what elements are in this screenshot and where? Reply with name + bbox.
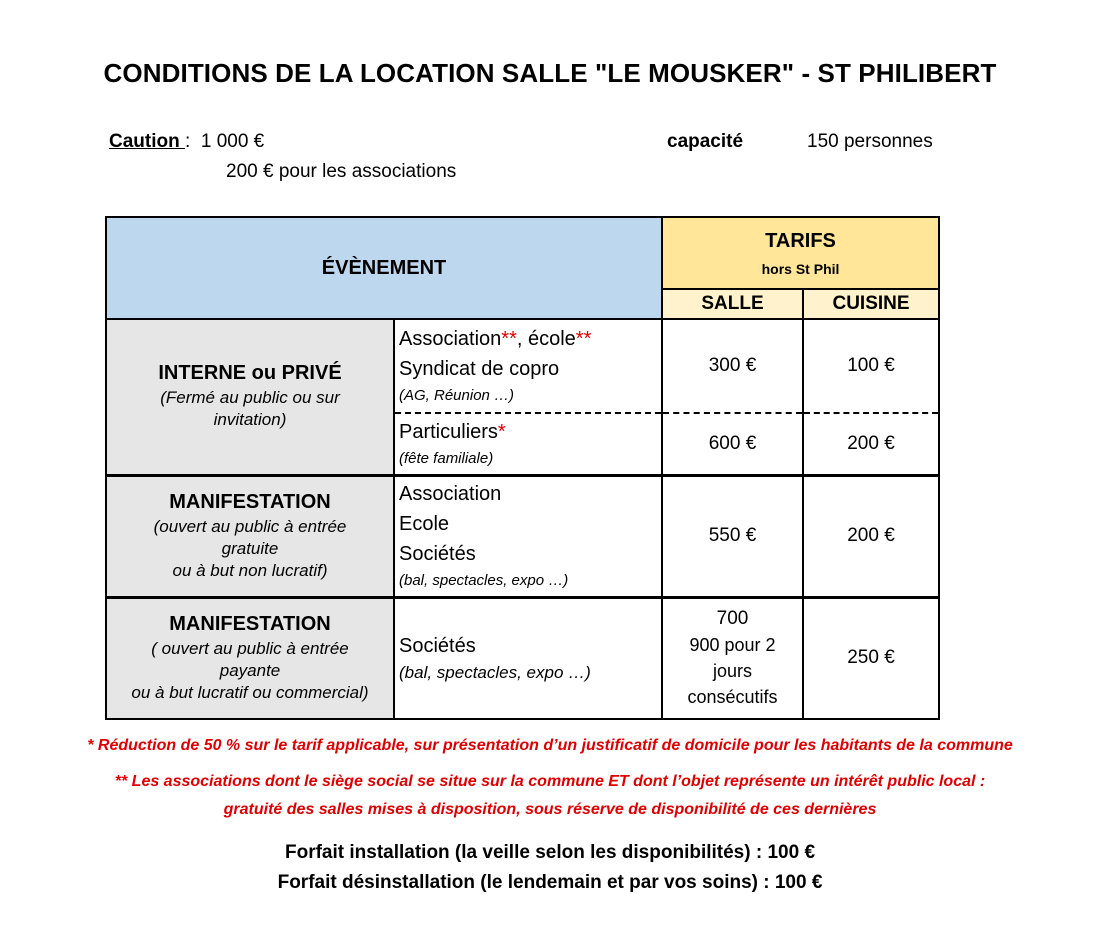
price-salle: 300 € — [662, 319, 803, 413]
header-salle: SALLE — [662, 289, 803, 319]
who-note: (bal, spectacles, expo …) — [399, 572, 569, 589]
who-societes: Sociétés — [399, 635, 476, 658]
price-salle — [662, 597, 803, 719]
forfait-installation: Forfait installation (la veille selon les disponibilités) : 100 € — [284, 842, 816, 863]
price-salle: 600 € — [662, 413, 803, 475]
caution-colon: : — [185, 131, 191, 152]
who-text: Particuliers — [399, 420, 498, 443]
who-text: Association — [399, 328, 502, 350]
mark-star: * — [497, 420, 506, 443]
header-tarifs — [662, 217, 939, 289]
event-desc: (Fermé au public ou sur invitation) — [160, 388, 340, 430]
event-manifestation-payante — [106, 597, 394, 719]
forfait-desinstallation: Forfait désinstallation (le lendemain et par vos soins) : 100 € — [277, 872, 823, 893]
who-association: Association — [399, 483, 502, 505]
footnote-double-star-2: gratuité des salles mises à disposition, sous réserve de disponibilité de ces dernières — [223, 801, 877, 818]
who-syndicat: Syndicat de copro — [399, 358, 560, 380]
who-association-ecole — [394, 319, 662, 413]
caution-value: 1 000 € — [200, 131, 265, 152]
header-event — [106, 217, 662, 319]
event-name: MANIFESTATION — [169, 612, 331, 635]
header-tarifs-sub: hors St Phil — [761, 260, 840, 277]
event-desc: ( ouvert au public à entrée payante — [151, 638, 349, 680]
who-ecole: Ecole — [399, 513, 450, 535]
who-manifestation-gratuite — [394, 475, 662, 597]
event-desc-2: ou à but non lucratif) — [172, 560, 328, 580]
price-cuisine: 200 € — [803, 413, 939, 475]
page-title: CONDITIONS DE LA LOCATION SALLE "LE MOUSKER" - ST PHILIBERT — [103, 58, 997, 88]
event-desc: (ouvert au public à entrée gratuite — [153, 516, 347, 558]
price-salle-two-days: 900 pour 2 jours consécutifs — [687, 635, 778, 708]
event-interne-prive — [106, 319, 394, 475]
mark-double-star: ** — [575, 328, 592, 350]
who-text: , école — [516, 328, 576, 350]
who-manifestation-payante — [394, 597, 662, 719]
price-cuisine: 250 € — [803, 597, 939, 719]
event-name: INTERNE ou PRIVÉ — [158, 362, 342, 385]
price-cuisine: 100 € — [803, 319, 939, 413]
event-desc-2: ou à but lucratif ou commercial) — [131, 682, 369, 702]
price-salle-single: 700 — [716, 608, 749, 630]
price-salle: 550 € — [662, 475, 803, 597]
caution-label: Caution — [109, 131, 185, 152]
who-note: (bal, spectacles, expo …) — [399, 663, 591, 683]
header-tarifs-label: TARIFS — [765, 229, 836, 252]
rates-table — [105, 216, 940, 720]
who-note: (AG, Réunion …) — [399, 387, 515, 404]
footnote-double-star-1: ** Les associations dont le siège social se situe sur la commune ET dont l’objet représente un intérêt public local : — [114, 773, 986, 790]
who-note: (fête familiale) — [399, 449, 494, 467]
mark-double-star: ** — [501, 328, 517, 350]
price-cuisine: 200 € — [803, 475, 939, 597]
event-manifestation-gratuite — [106, 475, 394, 597]
header-cuisine: CUISINE — [803, 289, 939, 319]
header-event-label: ÉVÈNEMENT — [321, 256, 447, 279]
who-societes: Sociétés — [399, 543, 476, 565]
who-particuliers — [394, 413, 662, 475]
capacity-value: 150 personnes — [807, 131, 933, 152]
capacity-label: capacité — [667, 131, 744, 152]
caution-block — [109, 131, 264, 153]
event-name: MANIFESTATION — [169, 490, 331, 513]
caution-associations: 200 € pour les associations — [226, 161, 457, 182]
footnote-star: * Réduction de 50 % sur le tarif applicable, sur présentation d’un justificatif de domicile pour les habitants de la commune — [87, 737, 1013, 754]
